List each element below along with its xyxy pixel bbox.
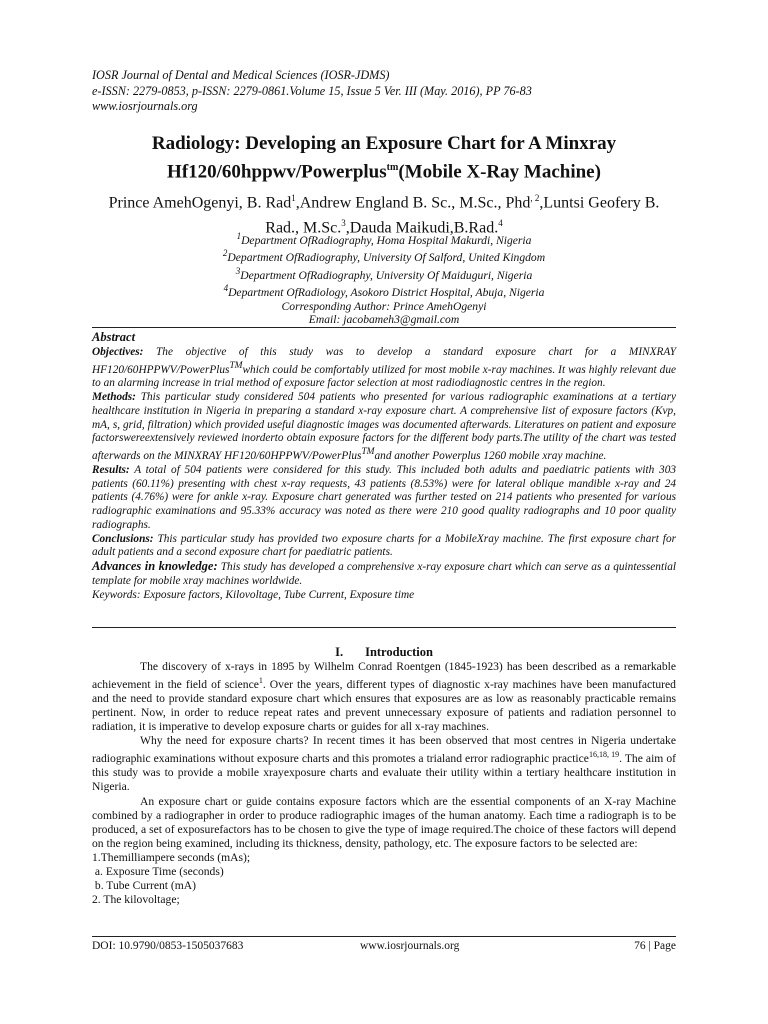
- affiliation-3-text: Department OfRadiography, University Of Maiduguri, Nigeria: [240, 268, 533, 282]
- author-3-affil: 3: [341, 218, 346, 229]
- abstract-top-rule: [92, 327, 676, 328]
- author-2-affil: , 2: [530, 193, 540, 203]
- journal-issn: e-ISSN: 2279-0853, p-ISSN: 2279-0861.Volume 15, Issue 5 Ver. III (May. 2016), PP 76-83: [92, 83, 532, 98]
- methods-label: Methods:: [92, 390, 136, 403]
- section-number: I.: [335, 645, 344, 659]
- affiliation-1-text: Department OfRadiography, Homa Hospital Makurdi, Nigeria: [241, 233, 532, 247]
- methods-text-b: and another Powerplus 1260 mobile xray machine.: [374, 449, 607, 462]
- affiliation-4-text: Department OfRadiology, Asokoro District Hospital, Abuja, Nigeria: [228, 286, 545, 300]
- paper-title: [80, 132, 688, 184]
- footer-page-number: 76 | Page: [634, 940, 676, 952]
- abstract-objectives: [92, 346, 676, 391]
- abstract-results: [92, 464, 676, 533]
- methods-tm: TM: [361, 447, 375, 458]
- p2-citation: 16,18, 19: [588, 750, 620, 760]
- author-email: Email: jacobameh3@gmail.com: [308, 313, 460, 327]
- intro-paragraph-1: [92, 660, 676, 734]
- journal-name: IOSR Journal of Dental and Medical Sciences (IOSR-JDMS): [92, 68, 390, 82]
- author-3: ,Luntsi Geofery B. Rad., M.Sc.: [265, 194, 660, 237]
- affiliation-1-mark: 1: [236, 231, 242, 241]
- title-trademark: tm: [386, 162, 399, 173]
- author-1: Prince AmehOgenyi, B. Rad: [108, 194, 292, 212]
- footer-website: www.iosrjournals.org: [360, 940, 460, 952]
- results-text: A total of 504 patients were considered for this study. This included both adults and paediatric patients with 303 patients (60.11%) presenting with chest x-ray requests, 43 patients (8.53%) were for lateral oblique mandible x-ray and 24 patients (4.76%) were for ankle x-ray. Exposure chart generated was further tested on 214 patients who presented for various radiographic examinations and 95.33% accuracy was noted as there were 210 good quality radiographs and 10 poor quality radiographs.: [92, 463, 676, 531]
- advances-text: This study has developed a comprehensive x-ray exposure chart which can serve as a quintessential template for mobile xray machines worldwide.: [92, 561, 677, 588]
- objectives-text-a: The objective of this study was to develop a standard exposure chart for a MINXRAY HF120/60HPPWV/PowerPlus: [92, 345, 676, 376]
- author-1-affil: 1: [291, 193, 296, 203]
- list-item: 2. The kilovoltage;: [92, 893, 180, 907]
- affiliation-1: [92, 230, 676, 247]
- objectives-tm: TM: [229, 360, 243, 371]
- affiliation-3: [92, 265, 676, 282]
- author-4: ,Dauda Maikudi,B.Rad.: [345, 219, 499, 237]
- affiliation-4: [92, 282, 676, 299]
- affiliation-4-mark: 4: [223, 283, 229, 294]
- results-label: Results:: [92, 463, 130, 476]
- title-line-2: [80, 156, 688, 184]
- affiliation-2-mark: 2: [222, 248, 228, 259]
- section-heading: [92, 645, 676, 660]
- author-4-affil: 4: [498, 218, 503, 229]
- objectives-label: Objectives:: [92, 345, 144, 358]
- keywords: Keywords: Exposure factors, Kilovoltage, Tube Current, Exposure time: [92, 588, 415, 601]
- p2-text-b: . The aim of this study was to provide a mobile xrayexposure charts and evaluate their utility within a tertiary healthcare institution in Nigeria.: [92, 752, 677, 794]
- conclusions-label: Conclusions:: [92, 532, 154, 545]
- journal-website: www.iosrjournals.org: [92, 99, 198, 113]
- journal-header: [92, 68, 692, 115]
- advances-label: Advances in knowledge:: [92, 559, 218, 574]
- footer-rule: [92, 936, 676, 937]
- footer-doi: DOI: 10.9790/0853-1505037683: [92, 940, 244, 952]
- abstract-advances: [92, 560, 676, 589]
- author-2: ,Andrew England B. Sc., M.Sc., Phd: [295, 194, 531, 212]
- title-model: Hf120/60hppwv/Powerplus: [167, 161, 387, 183]
- methods-text-a: This particular study considered 504 patients who presented for various radiographic examinations at a tertiary healthcare institution in Nigeria in preparing a standard x-ray exposure chart. A comprehensive list of exposure factors (Kvp, mA, s, grid, filtration) which provided useful diagnostic images was documented afterwards. Literatures on patient and exposure factorswereextensively reviewed inorderto obtain exposure factors for the different body parts.The utility of the chart was tested afterwards on the MINXRAY HF120/60HPPWV/PowerPlus: [92, 390, 676, 462]
- objectives-text-b: which could be comfortably utilized for most mobile x-ray machines. It was highly relevant due to an alarming increase in trial method of exposure factor selection at most radiodiagnostic centres in the region.: [92, 363, 676, 390]
- p2-text-a: Why the need for exposure charts? In recent times it has been observed that most centres in Nigeria undertake radiographic examinations without exposure charts and this promotes a trialand error radiographic practice: [92, 734, 676, 766]
- conclusions-text: This particular study has provided two exposure charts for a MobileXray machine. The first exposure chart for adult patients and a second exposure chart for paediatric patients.: [92, 532, 676, 559]
- affiliations: [92, 230, 676, 327]
- affiliation-2-text: Department OfRadiography, University Of Salford, United Kingdom: [227, 251, 546, 265]
- section-title: Introduction: [365, 645, 433, 659]
- abstract-conclusions: [92, 533, 676, 561]
- title-suffix: (Mobile X-Ray Machine): [398, 161, 601, 183]
- body-text: [92, 660, 676, 907]
- list-item: a. Exposure Time (seconds): [92, 865, 224, 879]
- abstract-bottom-rule: [92, 627, 676, 628]
- list-item: 1.Themilliampere seconds (mAs);: [92, 850, 251, 864]
- abstract-methods: [92, 391, 676, 464]
- abstract-heading: Abstract: [92, 330, 136, 344]
- abstract: [92, 331, 676, 603]
- corresponding-author: Corresponding Author: Prince AmehOgenyi: [281, 299, 487, 313]
- p1-citation: 1: [258, 676, 263, 686]
- list-item: b. Tube Current (mA): [92, 879, 197, 893]
- p1-text-b: . Over the years, different types of diagnostic x-ray machines have been manufactured and the need to provide standard exposure chart which ensures that exposures are as low as reasonably practicable remains pertinent. Now, in order to reduce repeat rates and prevent unnecessary exposure of patients and radiation personnel to radiation, it is imperative to develop exposure charts or guides for all x-ray machines.: [92, 677, 676, 734]
- p1-text-a: The discovery of x-rays in 1895 by Wilhelm Conrad Roentgen (1845-1923) has been described as a remarkable achievement in the field of science: [92, 660, 676, 691]
- intro-paragraph-2: [92, 734, 676, 794]
- intro-paragraph-3: An exposure chart or guide contains exposure factors which are the essential components of an X-ray Machine combined by a radiographer in order to produce radiographic images of the human anatomy. Each time a radiograph is to be produced, a set of exposurefactors has to be chosen to give the type of image required.The choice of these factors will depend on the region being examined, including its thickness, density, pathology, etc. The exposure factors to be selected are:: [92, 794, 676, 850]
- title-line-1: Radiology: Developing an Exposure Chart for A Minxray: [151, 133, 617, 154]
- affiliation-2: [92, 247, 676, 264]
- affiliation-3-mark: 3: [235, 265, 241, 276]
